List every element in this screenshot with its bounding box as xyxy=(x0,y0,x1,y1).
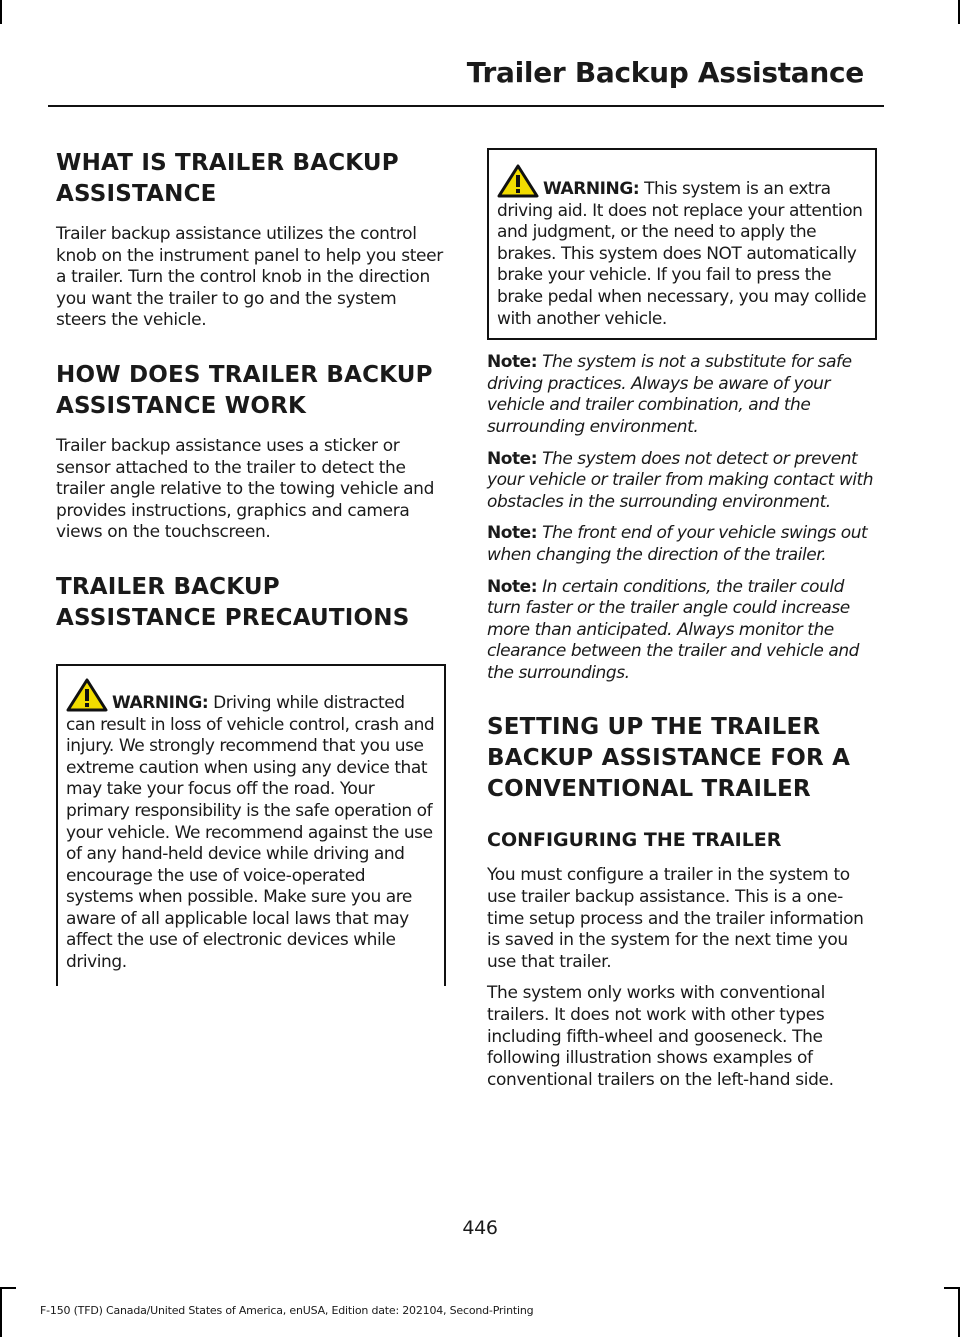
warning-label: WARNING: xyxy=(543,179,640,199)
paragraph-configure: You must configure a trailer in the system to use trailer backup assistance. This is a one-time setup process and the trailer information is saved in the system for the next time you use that trailer. xyxy=(487,865,864,972)
note-label: Note: xyxy=(487,352,538,373)
page-number: 446 xyxy=(462,1217,498,1239)
warning-box-distracted xyxy=(56,664,446,986)
edition-footer: F-150 (TFD) Canada/United States of America, enUSA, Edition date: 202104, Second-Printing xyxy=(40,1304,534,1317)
left-column xyxy=(56,148,446,986)
note-text: In certain conditions, the trailer could turn faster or the trailer angle could increase more than anticipated. Always monitor the clearance between the trailer and vehicle and the surroundings. xyxy=(487,576,859,683)
warning-text xyxy=(497,164,867,330)
warning-triangle-icon xyxy=(66,678,108,712)
section-heading-precautions: TRAILER BACKUP ASSISTANCE PRECAUTIONS xyxy=(56,573,410,631)
subheading-configuring: CONFIGURING THE TRAILER xyxy=(487,829,782,852)
note xyxy=(487,523,877,566)
note-label: Note: xyxy=(487,523,538,544)
note xyxy=(487,577,877,685)
note-text: The system is not a substitute for safe driving practices. Always be aware of your vehicle and trailer combination, and the surrounding environment. xyxy=(487,352,852,437)
title-divider xyxy=(48,105,884,107)
section-heading-setting-up: SETTING UP THE TRAILER BACKUP ASSISTANCE FOR A CONVENTIONAL TRAILER xyxy=(487,714,851,803)
paragraph-what-is: Trailer backup assistance utilizes the control knob on the instrument panel to help you steer a trailer. Turn the control knob in the direction you want the trailer to go and the system steers the vehicle. xyxy=(56,224,443,331)
note xyxy=(487,449,877,514)
warning-text xyxy=(66,678,436,974)
page-title: Trailer Backup Assistance xyxy=(466,56,864,89)
warning-box-driving-aid xyxy=(487,148,877,340)
right-column xyxy=(487,148,877,1101)
paragraph-conventional: The system only works with conventional trailers. It does not work with other types including fifth-wheel and gooseneck. The following illustration shows examples of conventional trailers on the left-hand side. xyxy=(487,983,834,1090)
warning-triangle-icon xyxy=(497,164,539,198)
note xyxy=(487,352,877,438)
section-heading-what-is: WHAT IS TRAILER BACKUP ASSISTANCE xyxy=(56,150,399,207)
warning-body: Driving while distracted can result in loss of vehicle control, crash and injury. We strongly recommend that you use extreme caution when using any device that may take your focus off the road. Your primary responsibility is the safe operation of your vehicle. We recommend against the use of any hand-held device while driving and encourage the use of voice-operated systems when possible. Make sure you are aware of all applicable local laws that may affect the use of electronic devices while driving. xyxy=(66,692,435,973)
crop-mark xyxy=(0,1287,16,1289)
warning-label: WARNING: xyxy=(112,692,209,713)
section-heading-how-does: HOW DOES TRAILER BACKUP ASSISTANCE WORK xyxy=(56,361,433,419)
note-label: Note: xyxy=(487,576,538,597)
note-label: Note: xyxy=(487,448,538,469)
crop-mark xyxy=(0,0,2,24)
crop-mark xyxy=(944,1287,960,1289)
crop-mark xyxy=(0,1287,2,1337)
paragraph-how-does: Trailer backup assistance uses a sticker or sensor attached to the trailer to detect the trailer angle relative to the towing vehicle and provides instructions, graphics and camera views on the touchscreen. xyxy=(56,435,435,543)
warning-body: This system is an extra driving aid. It does not replace your attention and judgment, or the need to apply the brakes. This system does NOT automatically brake your vehicle. If you fail to press the brake pedal when necessary, you may collide with another vehicle. xyxy=(497,179,867,329)
note-text: The system does not detect or prevent your vehicle or trailer from making contact with obstacles in the surrounding environment. xyxy=(487,448,874,512)
note-text: The front end of your vehicle swings out when changing the direction of the trailer. xyxy=(487,523,868,565)
